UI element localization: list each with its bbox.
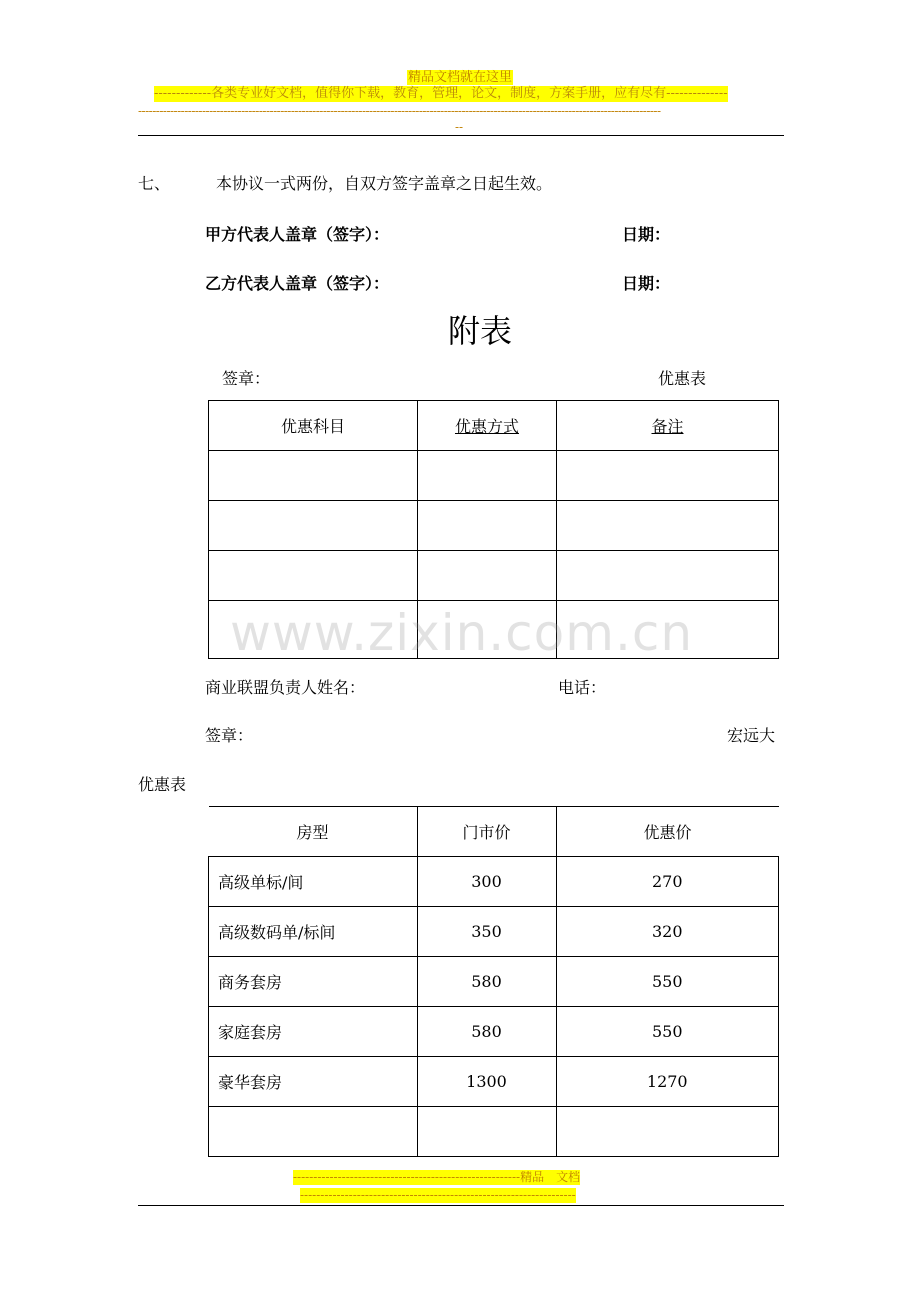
room-rates-table xyxy=(208,806,779,1157)
discount-price-cell: 1270 xyxy=(556,1057,779,1107)
table-row xyxy=(209,551,779,601)
header-dash-line: --------------------------------------------------------------------------------------------------------------------------------------------------- xyxy=(138,104,661,118)
party-a-date-label: 日期： xyxy=(622,225,671,244)
alliance-seal-label: 签章： xyxy=(205,726,254,745)
discount-col-method xyxy=(418,401,557,451)
rack-price-cell: 300 xyxy=(417,857,556,907)
table-row xyxy=(209,857,779,907)
table-row xyxy=(209,957,779,1007)
discount-col-notes xyxy=(557,401,779,451)
table-row xyxy=(209,501,779,551)
party-b-signature-label: 乙方代表人盖章（签字）： xyxy=(205,274,390,293)
discount-price-cell: 550 xyxy=(556,957,779,1007)
header-title-text: 精品文档就在这里 xyxy=(407,70,512,85)
table-cell xyxy=(557,551,779,601)
room-type-cell: 高级单标/间 xyxy=(209,857,418,907)
hotel-name-fragment: 宏远大 xyxy=(727,726,776,745)
room-type-cell: 高级数码单/标间 xyxy=(209,907,418,957)
discount-col-subject: 优惠科目 xyxy=(209,401,418,451)
rack-price-cell: 580 xyxy=(417,957,556,1007)
discount-price-cell: 270 xyxy=(556,857,779,907)
room-type-cell xyxy=(209,1107,418,1157)
header-title xyxy=(0,66,920,85)
watermark: www.zixin.com.cn xyxy=(230,604,694,662)
rates-caption: 优惠表 xyxy=(138,775,187,794)
rates-col-room-type: 房型 xyxy=(209,807,418,857)
alliance-phone-label: 电话： xyxy=(558,678,607,697)
header-rule xyxy=(138,135,784,136)
party-a-signature-label: 甲方代表人盖章（签字）： xyxy=(205,225,390,244)
table-cell xyxy=(557,451,779,501)
header-dash-tail: -- xyxy=(455,120,464,134)
rack-price-cell: 1300 xyxy=(417,1057,556,1107)
room-type-cell: 豪华套房 xyxy=(209,1057,418,1107)
appendix-seal-label: 签章： xyxy=(222,369,271,388)
table-cell xyxy=(209,501,418,551)
footer-line-1: --------------------------------------------------------精品 文档 xyxy=(293,1170,581,1184)
table-row xyxy=(209,907,779,957)
table-cell xyxy=(209,451,418,501)
room-type-cell: 商务套房 xyxy=(209,957,418,1007)
discount-price-cell xyxy=(556,1107,779,1157)
discount-table-header xyxy=(209,401,779,451)
rates-col-rack-price: 门市价 xyxy=(417,807,556,857)
discount-col-method-text: 优惠方式 xyxy=(454,417,519,436)
party-b-date-label: 日期： xyxy=(622,274,671,293)
table-row xyxy=(209,451,779,501)
discount-price-cell: 320 xyxy=(556,907,779,957)
table-cell xyxy=(418,451,557,501)
alliance-leader-label: 商业联盟负责人姓名： xyxy=(205,678,366,697)
rack-price-cell: 580 xyxy=(417,1007,556,1057)
header-subtitle: -------------各类专业好文档，值得你下载，教育，管理，论文，制度，方案手册，应有尽有-------------- xyxy=(154,86,728,101)
rates-table-header xyxy=(209,807,779,857)
table-cell xyxy=(418,501,557,551)
clause-number: 七、 xyxy=(138,174,171,193)
discount-price-cell: 550 xyxy=(556,1007,779,1057)
table-row xyxy=(209,1007,779,1057)
table-row xyxy=(209,1057,779,1107)
room-type-cell: 家庭套房 xyxy=(209,1007,418,1057)
footer-line-2: -------------------------------------------------------------------- xyxy=(300,1188,576,1202)
discount-col-notes-text: 备注 xyxy=(651,417,684,436)
table-cell xyxy=(418,551,557,601)
clause-text: 本协议一式两份，自双方签字盖章之日起生效。 xyxy=(216,174,553,193)
appendix-title: 附表 xyxy=(447,312,512,350)
rates-col-discount-price: 优惠价 xyxy=(556,807,779,857)
table-cell xyxy=(557,501,779,551)
rack-price-cell xyxy=(417,1107,556,1157)
footer-rule xyxy=(138,1205,784,1206)
table-row xyxy=(209,1107,779,1157)
appendix-table-caption: 优惠表 xyxy=(658,369,707,388)
rack-price-cell: 350 xyxy=(417,907,556,957)
table-cell xyxy=(209,551,418,601)
